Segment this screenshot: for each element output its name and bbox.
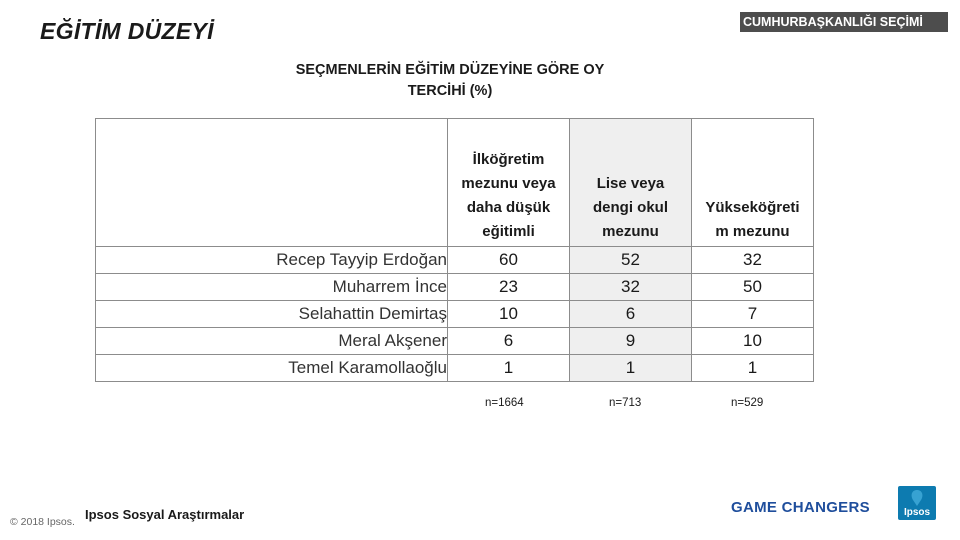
candidate-name: Meral Akşener (96, 328, 448, 355)
copyright-text: © 2018 Ipsos. (10, 516, 75, 528)
value-cell: 32 (570, 274, 692, 301)
value-cell: 9 (570, 328, 692, 355)
logo-text: Ipsos (903, 507, 931, 518)
header-higher-education (692, 119, 814, 247)
value-cell: 6 (570, 301, 692, 328)
header-empty-cell (96, 119, 448, 247)
header-line: dengi okul (593, 199, 668, 216)
value-cell: 60 (448, 247, 570, 274)
election-badge: CUMHURBAŞKANLIĞI SEÇİMİ (740, 12, 948, 32)
value-cell: 50 (692, 274, 814, 301)
page-title: EĞİTİM DÜZEYİ (40, 18, 214, 44)
table-row (96, 328, 814, 355)
value-cell: 32 (692, 247, 814, 274)
candidate-name: Selahattin Demirtaş (96, 301, 448, 328)
candidate-name: Muharrem İnce (96, 274, 448, 301)
candidate-name: Recep Tayyip Erdoğan (96, 247, 448, 274)
header-line: mezunu (602, 223, 659, 240)
sample-size-primary: n=1664 (485, 397, 524, 409)
table-row (96, 274, 814, 301)
table-row (96, 355, 814, 382)
header-primary-education (448, 119, 570, 247)
header-line: daha düşük (466, 199, 551, 216)
header-line: Lise veya (596, 175, 665, 192)
value-cell: 1 (448, 355, 570, 382)
value-cell: 10 (448, 301, 570, 328)
table-row (96, 247, 814, 274)
table-header-row (96, 119, 814, 247)
vote-preference-table (95, 118, 814, 382)
table-row (96, 301, 814, 328)
subtitle-line-2: TERCİHİ (%) (407, 83, 493, 99)
value-cell: 7 (692, 301, 814, 328)
sample-size-higher: n=529 (731, 397, 764, 409)
value-cell: 1 (692, 355, 814, 382)
header-line: İlköğretim (472, 151, 545, 168)
header-line: Yükseköğreti (705, 199, 800, 216)
ipsos-logo (898, 486, 936, 520)
value-cell: 1 (570, 355, 692, 382)
game-changers-slogan: GAME CHANGERS (731, 499, 870, 516)
value-cell: 52 (570, 247, 692, 274)
table-subtitle (250, 60, 650, 102)
header-line: m mezunu (715, 223, 790, 240)
company-name: Ipsos Sosyal Araştırmalar (85, 507, 245, 522)
header-line: mezunu veya (461, 175, 556, 192)
value-cell: 6 (448, 328, 570, 355)
header-high-school (570, 119, 692, 247)
value-cell: 23 (448, 274, 570, 301)
candidate-name: Temel Karamollaoğlu (96, 355, 448, 382)
value-cell: 10 (692, 328, 814, 355)
sample-size-high-school: n=713 (609, 397, 642, 409)
subtitle-line-1: SEÇMENLERİN EĞİTİM DÜZEYİNE GÖRE OY (295, 62, 605, 78)
header-line: eğitimli (482, 223, 535, 240)
